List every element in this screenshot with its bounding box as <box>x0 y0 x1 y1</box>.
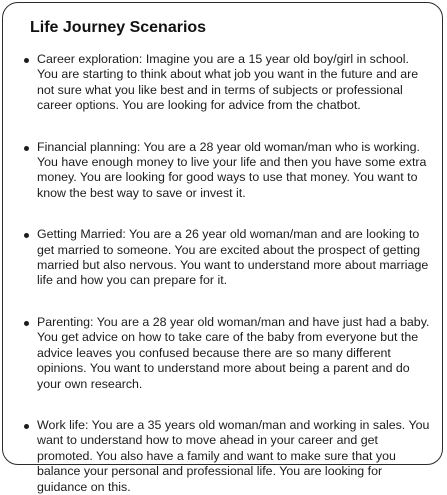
scenario-text: Getting Married: You are a 26 year old woman/man and are looking to get married to someone. You are excited about the prospect of getting married but also nervous. You want to understand more about marriage life and how you can prepare for it. <box>37 227 429 288</box>
scenario-text: Parenting: You are a 28 year old woman/man and have just had a baby. You get advice on how to take care of the baby from everyone but the advice leaves you confused because there are so many different opinions. You want to understand more about being a parent and do your own research. <box>37 314 430 391</box>
list-item-parenting <box>21 315 433 392</box>
bullet-icon <box>24 321 29 326</box>
list-item-financial-planning <box>21 140 433 202</box>
scenario-text: Career exploration: Imagine you are a 15 year old boy/girl in school. You are starting to think about what job you want in the future and are not sure what you like best and in terms of subjects or professional career options. You are looking for advice from the chatbot. <box>37 52 419 113</box>
scenario-list <box>21 52 433 495</box>
list-item-career-exploration <box>21 52 433 114</box>
scenario-text: Financial planning: You are a 28 year old woman/man who is working. You have enough money to live your life and then you have some extra money. You are looking for good ways to use that money. You want to know the best way to save or invest it. <box>37 139 427 200</box>
bullet-icon <box>24 146 29 151</box>
scenario-text: Work life: You are a 35 years old woman/man and working in sales. You want to understand how to move ahead in your career and get promoted. You also have a family and want to make sure that you balance your personal and professional life. You are looking for guidance on this. <box>37 417 430 494</box>
card-title: Life Journey Scenarios <box>30 19 207 36</box>
bullet-icon <box>24 58 29 63</box>
bullet-icon <box>24 233 29 238</box>
list-item-work-life <box>21 418 433 495</box>
bullet-icon <box>24 424 29 429</box>
list-item-getting-married <box>21 227 433 289</box>
scenarios-card <box>2 2 443 494</box>
